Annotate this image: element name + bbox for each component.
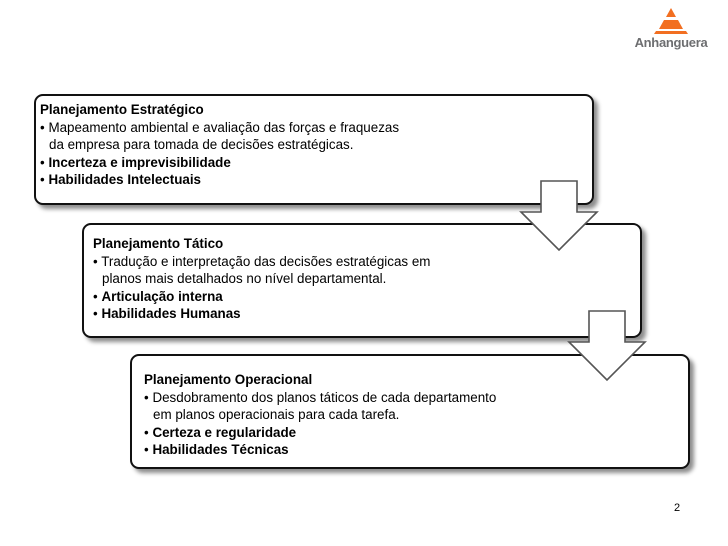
box-planejamento-estrategico [34,94,594,205]
bullet-item: • Tradução e interpretação das decisões estratégicas em planos mais detalhados no nível departamental. [93,253,431,286]
anhanguera-emblem-icon [652,8,690,34]
bullet-item: • Incerteza e imprevisibilidade [40,154,231,170]
logo-wordmark: Anhanguera [634,35,708,50]
bullet-item: • Habilidades Intelectuais [40,172,201,187]
bullet-item: • Desdobramento dos planos táticos de cada departamento em planos operacionais para cada tarefa. [144,389,497,422]
bullet-item: • Habilidades Técnicas [144,442,289,457]
bullet-item: • Habilidades Humanas [93,306,241,321]
bullet-item: • Certeza e regularidade [144,424,297,440]
anhanguera-logo [626,8,716,52]
box-title: Planejamento Operacional [144,372,313,387]
down-arrow-icon [567,310,647,382]
box-title: Planejamento Estratégico [40,102,204,117]
page-number: 2 [674,502,681,514]
box-title: Planejamento Tático [93,236,224,251]
bullet-item: • Articulação interna [93,288,223,304]
down-arrow-icon [519,180,599,252]
bullet-item: • Mapeamento ambiental e avaliação das forças e fraquezas da empresa para tomada de decisões estratégicas. [40,119,400,152]
